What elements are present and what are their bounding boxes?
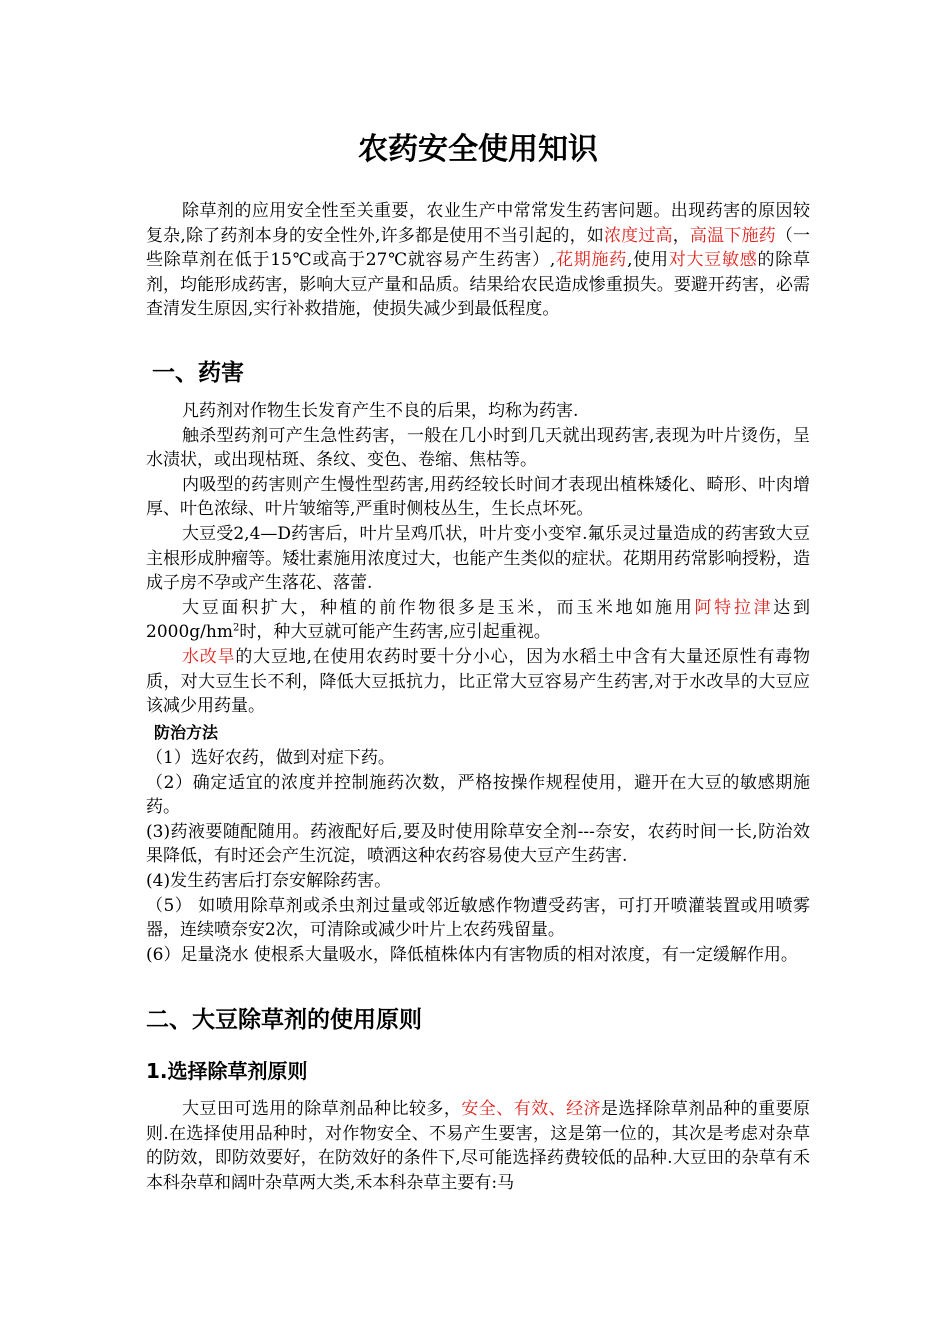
text: 是选择除草剂品种的重要原则.在选择使用品种时，对作物安全、不易产生要害，这是第一位的，其次是考虑对杂草的防效，即防效要好，在防效好的条件下,尽可能选择药费较低的品种.大豆田的杂草有禾本科杂草和阔叶杂草两大类,禾本科杂草主要有:马 [146,1099,811,1193]
highlight-high-concentration: 浓度过高 [603,225,673,246]
sub-heading-selection: 1.选择除草剂原则 [146,1059,308,1083]
list-item: （5） 如喷用除草剂或杀虫剂过量或邻近敏感作物遭受药害，可打开喷灌装置或用喷雾器，连续喷奈安2次，可清除或减少叶片上农药残留量。 [146,895,810,941]
text: 的大豆地,在使用农药时要十分小心，因为水稻土中含有大量还原性有毒物质，对大豆生长不利，降低大豆抵抗力，比正常大豆容易产生药害,对于水改旱的大豆应该减少用药量。 [146,646,811,717]
text: 达到2000g/hm [146,597,811,643]
section1-body [146,399,810,719]
page-title: 农药安全使用知识 [358,132,598,167]
section-heading-principles: 二、大豆除草剂的使用原则 [146,1007,422,1033]
paragraph: 内吸型的药害则产生慢性型药害,用药经较长时间才表现出植株矮化、畸形、叶肉增厚、叶色浓绿、叶片皱缩等,严重时侧枝丛生，生长点坏死。 [146,474,810,520]
intro-text-1: 除草剂的应用安全性至关重要，农业生产中常常发生药害问题。出现药害的原因较复杂,除了药剂本身的安全性外,许多都是使用不当引起的，如 [146,201,810,246]
intro-text-3: （一些除草剂在低于15℃或高于27℃就容易产生药害）, [146,225,811,271]
highlight-paddy-to-dryland: 水改旱 [182,646,236,667]
paragraph: 凡药剂对作物生长发育产生不良的后果，均称为药害. [182,401,579,421]
superscript: 2 [232,622,240,634]
paragraph: 触杀型药剂可产生急性药害，一般在几小时到几天就出现药害,表现为叶片烫伤，呈水渍状，或出现枯斑、条纹、变色、卷缩、焦枯等。 [146,425,810,471]
text: 大豆面积扩大，种植的前作物很多是玉米，而玉米地如施用 [182,597,695,618]
paragraph [146,1097,810,1195]
section-heading-phytotoxicity: 一、药害 [152,360,244,386]
text: 时，种大豆就可能产生药害,应引起重视。 [239,622,551,643]
highlight-flowering-period: 花期施药 [555,250,628,271]
paragraph: 大豆受2,4—D药害后，叶片呈鸡爪状，叶片变小变窄.氟乐灵过量造成的药害致大豆主根形成肿瘤等。矮壮素施用浓度过大，也能产生类似的症状。花期用药常影响授粉，造成子房不孕或产生落花、落蕾. [146,523,810,594]
intro-text-2: ， [672,225,690,246]
list-item: (4)发生药害后打奈安解除药害。 [146,870,392,891]
list-item: （1）选好农药，做到对症下药。 [146,748,395,768]
paragraph [146,596,810,645]
highlight-safe-effective-economic: 安全、有效、经济 [461,1099,601,1119]
highlight-high-temperature: 高温下施药 [689,225,776,246]
highlight-soybean-sensitive: 对大豆敏感 [668,250,758,271]
intro-paragraph [146,199,810,322]
paragraph [146,645,810,719]
text: 大豆田可选用的除草剂品种比较多， [182,1099,462,1119]
intro-text-4: ,使用 [627,250,669,271]
highlight-atrazine: 阿特拉津 [694,597,774,618]
list-item: (6）足量浇水 使根系大量吸水，降低植株体内有害物质的相对浓度，有一定缓解作用。 [146,944,798,965]
methods-list [146,746,810,967]
intro-text-5: 的除草剂，均能形成药害，影响大豆产量和品质。结果给农民造成惨重损失。要避开药害，必需查清发生原因,实行补救措施，使损失减少到最低程度。 [146,250,811,320]
list-item: (3)药液要随配随用。药液配好后,要及时使用除草安全剂---奈安，农药时间一长,防治效果降低，有时还会产生沉淀，喷洒这种农药容易使大豆产生药害. [146,821,810,867]
list-item: （2）确定适宜的浓度并控制施药次数，严格按操作规程使用，避开在大豆的敏感期施药。 [146,772,810,818]
methods-heading: 防治方法 [154,723,219,742]
section2-body [146,1097,810,1195]
